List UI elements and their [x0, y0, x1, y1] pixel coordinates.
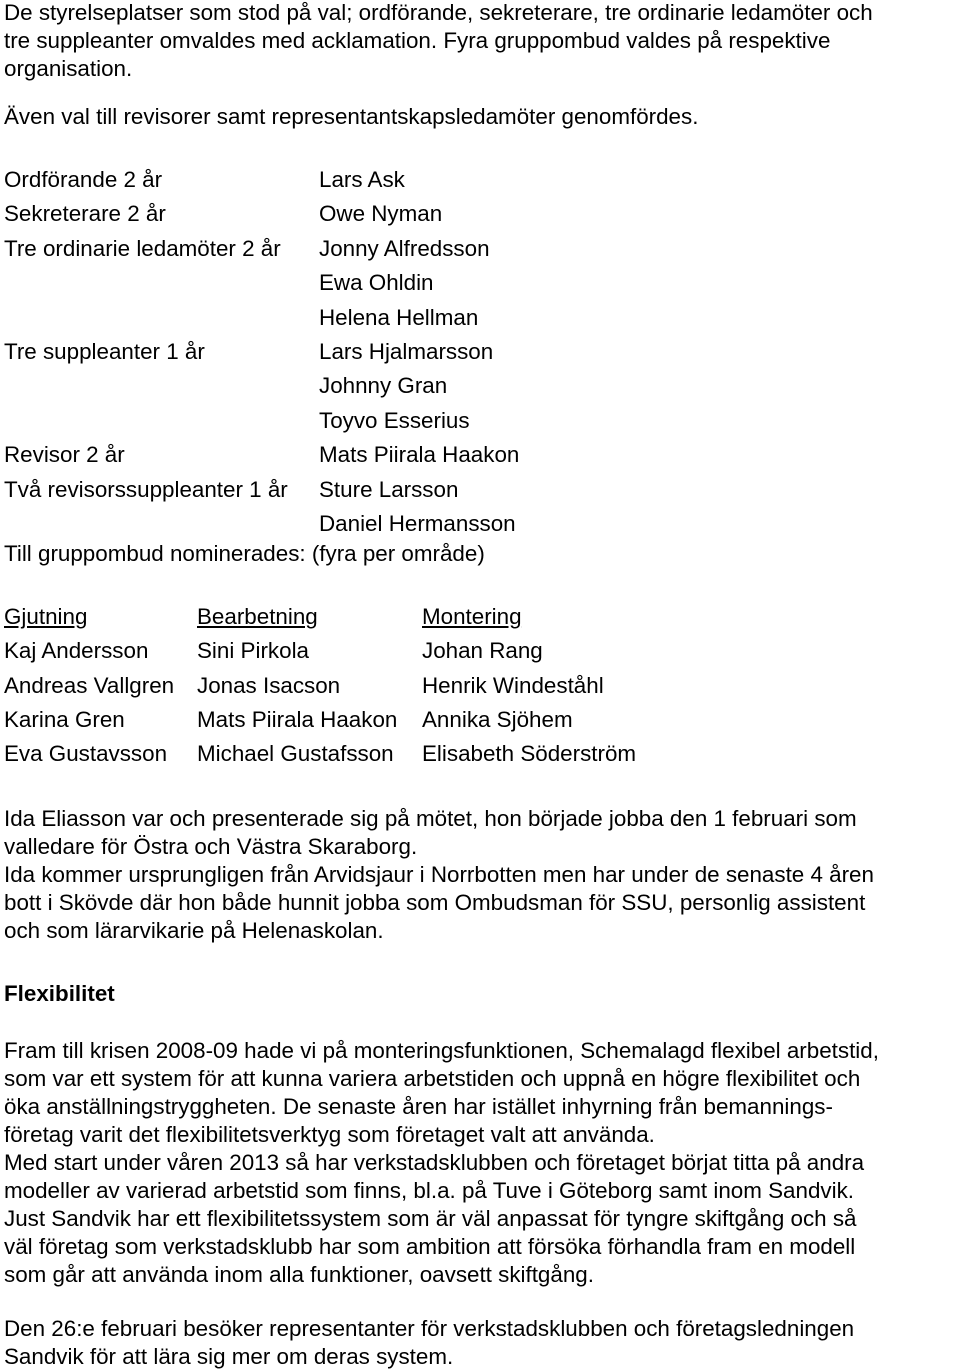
flexibility-paragraph [4, 1037, 960, 1289]
table-cell: Henrik Windeståhl [422, 672, 604, 698]
text-line: väl företag som verkstadsklubb har som ambition att försöka förhandla fram en modell [4, 1234, 856, 1259]
role-label: Tre suppleanter 1 år [4, 338, 205, 364]
person-name: Daniel Hermansson [319, 510, 516, 536]
table-cell: Michael Gustafsson [197, 741, 394, 767]
text-line: öka anställningstryggheten. De senaste åren har istället inhyrning från bemannings- [4, 1094, 833, 1119]
text-line: De styrelseplatser som stod på val; ordförande, sekreterare, tre ordinarie ledamöter och [4, 0, 873, 25]
table-cell: Annika Sjöhem [422, 706, 573, 732]
person-name: Lars Ask [319, 167, 405, 192]
role-label: Två revisorssuppleanter 1 år [4, 476, 288, 502]
person-name: Johnny Gran [319, 373, 448, 399]
table-cell: Kaj Andersson [4, 638, 149, 664]
person-name: Owe Nyman [319, 201, 443, 227]
text-line: organisation. [4, 56, 133, 81]
text-line: som går att använda inom alla funktioner, oavsett skiftgång. [4, 1262, 594, 1287]
text-line: Fram till krisen 2008-09 hade vi på monteringsfunktionen, Schemalagd flexibel arbetstid, [4, 1038, 879, 1063]
text-line: modeller av varierad arbetstid som finns, bl.a. på Tuve i Göteborg samt inom Sandvik. [4, 1178, 855, 1203]
table-cell: Mats Piirala Haakon [197, 706, 398, 732]
nomination-note: Till gruppombud nominerades: (fyra per område) [4, 541, 485, 566]
table-cell: Sini Pirkola [197, 638, 309, 664]
table-cell: Karina Gren [4, 706, 125, 732]
person-name: Ewa Ohldin [319, 270, 434, 296]
person-name: Mats Piirala Haakon [319, 442, 520, 468]
column-header: Montering [422, 604, 522, 629]
text-line: tre suppleanter omvaldes med acklamation. Fyra gruppombud valdes på respektive [4, 28, 831, 53]
text-line: som var ett system för att kunna variera arbetstiden och uppnå en högre flexibilitet och [4, 1066, 861, 1091]
role-label: Tre ordinarie ledamöter 2 år [4, 235, 281, 261]
role-label: Ordförande 2 år [4, 167, 163, 192]
ida-paragraph [4, 805, 956, 945]
table-cell: Eva Gustavsson [4, 741, 168, 767]
person-name: Helena Hellman [319, 304, 479, 330]
table-cell: Jonas Isacson [197, 672, 341, 698]
table-cell: Johan Rang [422, 638, 543, 664]
person-name: Lars Hjalmarsson [319, 338, 494, 364]
final-paragraph [4, 1315, 956, 1371]
text-line: företag varit det flexibilitetsverktyg som företaget valt att använda. [4, 1122, 655, 1147]
role-label: Revisor 2 år [4, 442, 125, 468]
column-header: Gjutning [4, 604, 88, 629]
election-note: Även val till revisorer samt representantskapsledamöter genomfördes. [4, 104, 699, 129]
text-line: och som lärarvikarie på Helenaskolan. [4, 918, 384, 943]
role-label: Sekreterare 2 år [4, 201, 166, 227]
intro-paragraph [4, 0, 956, 83]
table-cell: Andreas Vallgren [4, 672, 175, 698]
text-line: Den 26:e februari besöker representanter för verkstadsklubben och företagsledningen [4, 1316, 855, 1341]
text-line: Just Sandvik har ett flexibilitetssystem som är väl anpassat för tyngre skiftgång och så [4, 1206, 857, 1231]
text-line: Sandvik för att lära sig mer om deras system. [4, 1344, 454, 1369]
person-name: Toyvo Esserius [319, 407, 470, 433]
section-heading: Flexibilitet [4, 981, 115, 1006]
text-line: bott i Skövde där hon både hunnit jobba som Ombudsman för SSU, personlig assistent [4, 890, 866, 915]
column-header: Bearbetning [197, 604, 318, 629]
person-name: Jonny Alfredsson [319, 235, 490, 261]
person-name: Sture Larsson [319, 476, 459, 502]
table-cell: Elisabeth Söderström [422, 741, 637, 767]
text-line: Med start under våren 2013 så har verkstadsklubben och företaget börjat titta på andra [4, 1150, 865, 1175]
text-line: valledare för Östra och Västra Skaraborg. [4, 834, 418, 859]
text-line: Ida Eliasson var och presenterade sig på mötet, hon började jobba den 1 februari som [4, 806, 857, 831]
text-line: Ida kommer ursprungligen från Arvidsjaur i Norrbotten men har under de senaste 4 åren [4, 862, 874, 887]
